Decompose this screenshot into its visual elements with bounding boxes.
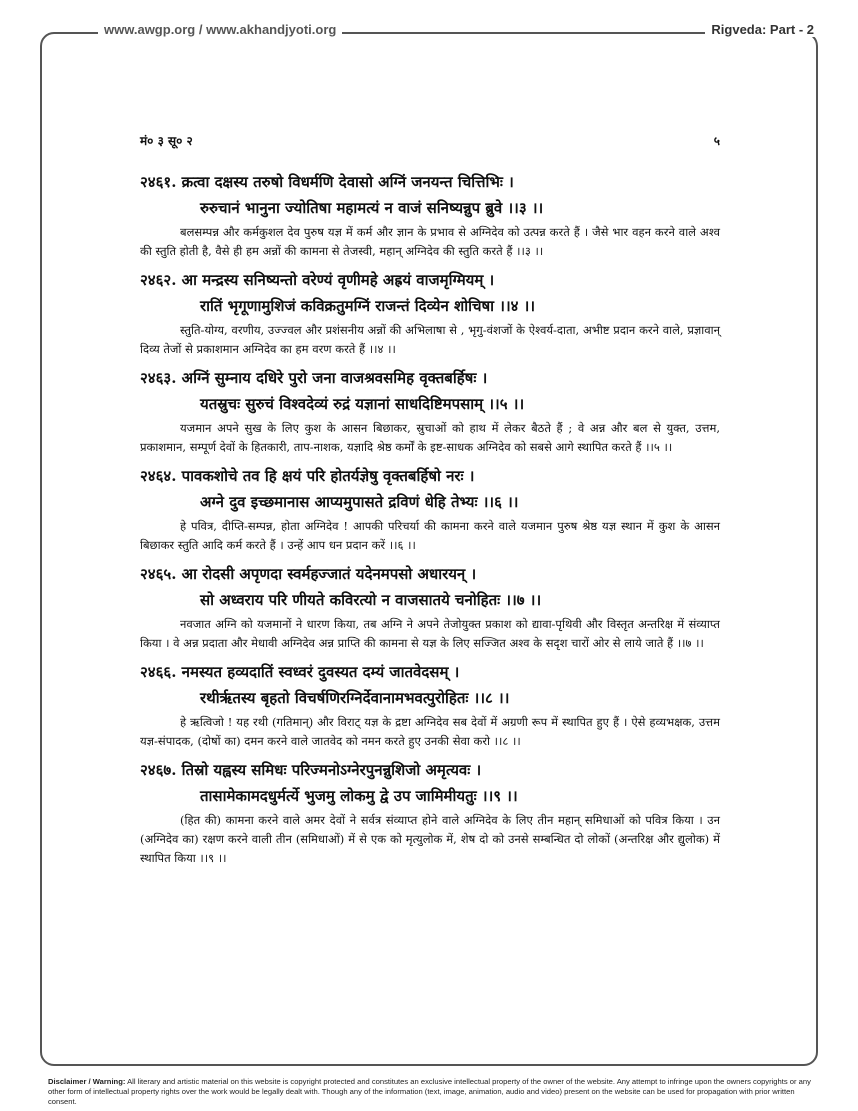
verse-line-2: रथीर्ऋतस्य बृहतो विचर्षणिरग्निर्देवानामभवत्पुरोहितः ।।८ ।। — [200, 689, 510, 707]
verse-block — [140, 561, 720, 653]
document-title: Rigveda: Part - 2 — [705, 22, 820, 37]
site-url[interactable]: www.awgp.org / www.akhandjyoti.org — [98, 22, 342, 37]
verse-translation: (हित की) कामना करने वाले अमर देवों ने सर्वत्र संव्याप्त होने वाले अग्निदेव के लिए तीन महान् समिधाओं को पवित्र किया । उन (अग्निदेव का) रक्षण करने वाली तीन (समिधाओं) में से एक को मृत्युलोक में, शेष दो को उनसे सम्बन्धित दो लोकों (अन्तरिक्ष और द्युलोक) में स्थापित किया ।।९ ।। — [140, 813, 720, 865]
verse-line-1: २४६२. आ मन्द्रस्य सनिष्यन्तो वरेण्यं वृणीमहे अह्रयं वाजमृग्मियम् । — [140, 271, 495, 289]
verse-line-1: २४६६. नमस्यत हव्यदातिं स्वध्वरं दुवस्यत दम्यं जातवेदसम् । — [140, 663, 460, 681]
disclaimer-text: All literary and artistic material on this website is copyright protected and constitutes an exclusive intellectual property of the owner of the website. Any attempt to infringe upon the owners copyrights or any other form of intellectual property rights over the work would be legally dealt with. Though any of the information (text, image, animation, audio and video) present on the website can be used for propagation with prior written consent. — [48, 1077, 811, 1106]
verse-line-1: २४६३. अग्निं सुम्नाय दधिरे पुरो जना वाजश्रवसमिह वृक्तबर्हिषः । — [140, 369, 488, 387]
verse-translation: हे पवित्र, दीप्ति-सम्पन्न, होता अग्निदेव ! आपकी परिचर्या की कामना करने वाले यजमान पुरुष श्रेष्ठ यज्ञ स्थान में कुश के आसन बिछाकर स्तुति आदि कर्म करते हैं । उन्हें आप धन प्रदान करें ।।६ ।। — [140, 519, 720, 552]
page-number: ५ — [713, 134, 720, 148]
mandala-sukta-ref: मं० ३ सू० २ — [140, 134, 193, 148]
verse-line-2: तासामेकामदधुर्मर्त्ये भुजमु लोकमु द्वे उप जामिमीयतुः ।।९ ।। — [200, 787, 518, 805]
page-heading — [140, 132, 720, 149]
verse-line-2: अग्ने दुव इच्छमानास आप्यमुपासते द्रविणं धेहि तेभ्यः ।।६ ।। — [200, 493, 519, 511]
verse-translation: स्तुति-योग्य, वरणीय, उज्ज्वल और प्रशंसनीय अन्नों की अभिलाषा से , भृगु-वंशजों के ऐश्वर्य-दाता, अभीष्ट प्रदान करने वाले, प्रज्ञावान् दिव्य तेजों से प्रकाशमान अग्निदेव का हम वरण करते हैं ।।४ ।। — [140, 323, 720, 356]
disclaimer — [48, 1077, 818, 1107]
verse-block — [140, 757, 720, 868]
verse-block — [140, 267, 720, 359]
verse-line-2: रातिं भृगूणामुशिजं कविक्रतुमग्निं राजन्तं दिव्येन शोचिषा ।।४ ।। — [200, 297, 536, 315]
verse-block — [140, 365, 720, 457]
verse-translation: बलसम्पन्न और कर्मकुशल देव पुरुष यज्ञ में कर्म और ज्ञान के प्रभाव से अग्निदेव को उत्पन्न करते हैं । जैसे भार वहन करने वाले अश्व की स्तुति होती है, वैसे ही हम अन्नों की कामना से तेजस्वी, महान् अग्निदेव की स्तुति करते हैं ।।३ ।। — [140, 225, 720, 258]
verse-line-1: २४६१. क्रत्वा दक्षस्य तरुषो विधर्मणि देवासो अग्निं जनयन्त चित्तिभिः । — [140, 173, 514, 191]
verse-block — [140, 659, 720, 751]
verse-block — [140, 169, 720, 261]
verse-line-1: २४६७. तिस्रो यह्वस्य समिधः परिज्मनोऽग्नेरपुनन्नुशिजो अमृत्यवः । — [140, 761, 482, 779]
verse-line-2: सो अध्वराय परि णीयते कविरत्यो न वाजसातये चनोहितः ।।७ ।। — [200, 591, 542, 609]
verse-line-1: २४६५. आ रोदसी अपृणदा स्वर्महज्जातं यदेनमपसो अधारयन् । — [140, 565, 477, 583]
verse-block — [140, 463, 720, 555]
verse-line-1: २४६४. पावकशोचे तव हि क्षयं परि होतर्यज्ञेषु वृक्तबर्हिषो नरः । — [140, 467, 475, 485]
verse-translation: हे ऋत्विजो ! यह रथी (गतिमान्) और विराट् यज्ञ के द्रष्टा अग्निदेव सब देवों में अग्रणी रूप में स्थापित हुए हैं । ऐसे हव्यभक्षक, उत्तम यज्ञ-संपादक, (दोषों का) दमन करने वाले जातवेद को नमन करते हुए उनकी सेवा करो ।।८ ।। — [140, 715, 720, 748]
verse-translation: नवजात अग्नि को यजमानों ने धारण किया, तब अग्नि ने अपने तेजोयुक्त प्रकाश को द्यावा-पृथिवी और विस्तृत अन्तरिक्ष में संव्याप्त किया । वे अन्न प्रदाता और मेधावी अग्निदेव अन्न प्राप्ति की कामना से यज्ञ के लिए सज्जित अश्व के सदृश चारों ओर से लाये जाते हैं ।।७ ।। — [140, 617, 720, 650]
verse-translation: यजमान अपने सुख के लिए कुश के आसन बिछाकर, स्रुचाओं को हाथ में लेकर बैठते हैं ; वे अन्न और बल से युक्त, उत्तम, प्रकाशमान, सम्पूर्ण देवों के हितकारी, ताप-नाशक, यज्ञादि श्रेष्ठ कर्मों के इष्ट-साधक अग्निदेव को सबसे आगे स्थापित करते हैं ।।५ ।। — [140, 421, 720, 454]
verse-line-2: यतस्रुचः सुरुचं विश्वदेव्यं रुद्रं यज्ञानां साधदिष्टिमपसाम् ।।५ ।। — [200, 395, 525, 413]
verse-line-2: रुरुचानं भानुना ज्योतिषा महामत्यं न वाजं सनिष्यन्नुप ब्रुवे ।।३ ।। — [200, 199, 544, 217]
page-content — [140, 132, 720, 874]
disclaimer-label: Disclaimer / Warning: — [48, 1077, 126, 1086]
